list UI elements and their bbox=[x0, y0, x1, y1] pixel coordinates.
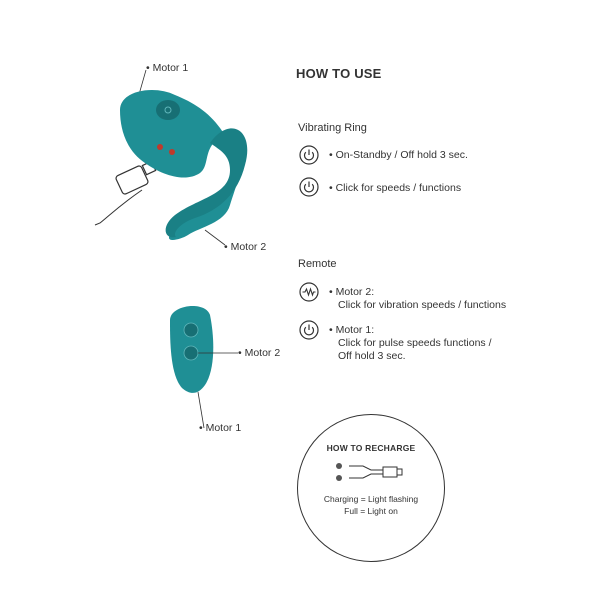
remote-power-button bbox=[184, 346, 198, 360]
ring-motor1-label: • Motor 1 bbox=[146, 62, 189, 74]
motor2-leader bbox=[205, 230, 225, 245]
remote-motor1-label: • Motor 1 bbox=[199, 422, 242, 434]
ring-section-title: Vibrating Ring bbox=[298, 122, 367, 134]
charging-plug-icon bbox=[349, 466, 402, 478]
charge-light-icon bbox=[336, 475, 342, 481]
remote-wave-button bbox=[184, 323, 198, 337]
ring-item-standby: • On-Standby / Off hold 3 sec. bbox=[329, 149, 468, 161]
charge-light-icon bbox=[336, 463, 342, 469]
remote-section-title: Remote bbox=[298, 258, 337, 270]
ring-item-speeds: • Click for speeds / functions bbox=[329, 182, 462, 194]
remote-motor2-label: • Motor 2 bbox=[238, 347, 281, 359]
vibrating-ring-illustration bbox=[80, 55, 280, 255]
recharge-title: HOW TO RECHARGE bbox=[326, 443, 416, 453]
power-icon bbox=[299, 320, 319, 340]
remote-item-motor2: • Motor 2: Click for vibration speeds / functions bbox=[329, 286, 507, 311]
power-icon bbox=[299, 177, 319, 197]
remote-item-motor1: • Motor 1: Click for pulse speeds functions / Off hold 3 sec. bbox=[329, 324, 492, 362]
recharge-instructions: Charging = Light flashing Full = Light on bbox=[323, 494, 419, 516]
power-icon bbox=[299, 145, 319, 165]
charge-dot bbox=[157, 144, 163, 150]
usb-plug bbox=[115, 161, 156, 195]
recharge-panel bbox=[297, 414, 445, 562]
ring-motor2-label: • Motor 2 bbox=[224, 241, 267, 253]
wave-icon bbox=[299, 282, 319, 302]
remote-illustration bbox=[160, 300, 240, 430]
charging-cable bbox=[95, 190, 142, 225]
charging-illustration bbox=[331, 459, 411, 485]
ring-button bbox=[156, 100, 180, 120]
charge-dot bbox=[169, 149, 175, 155]
page-title: HOW TO USE bbox=[296, 66, 382, 81]
